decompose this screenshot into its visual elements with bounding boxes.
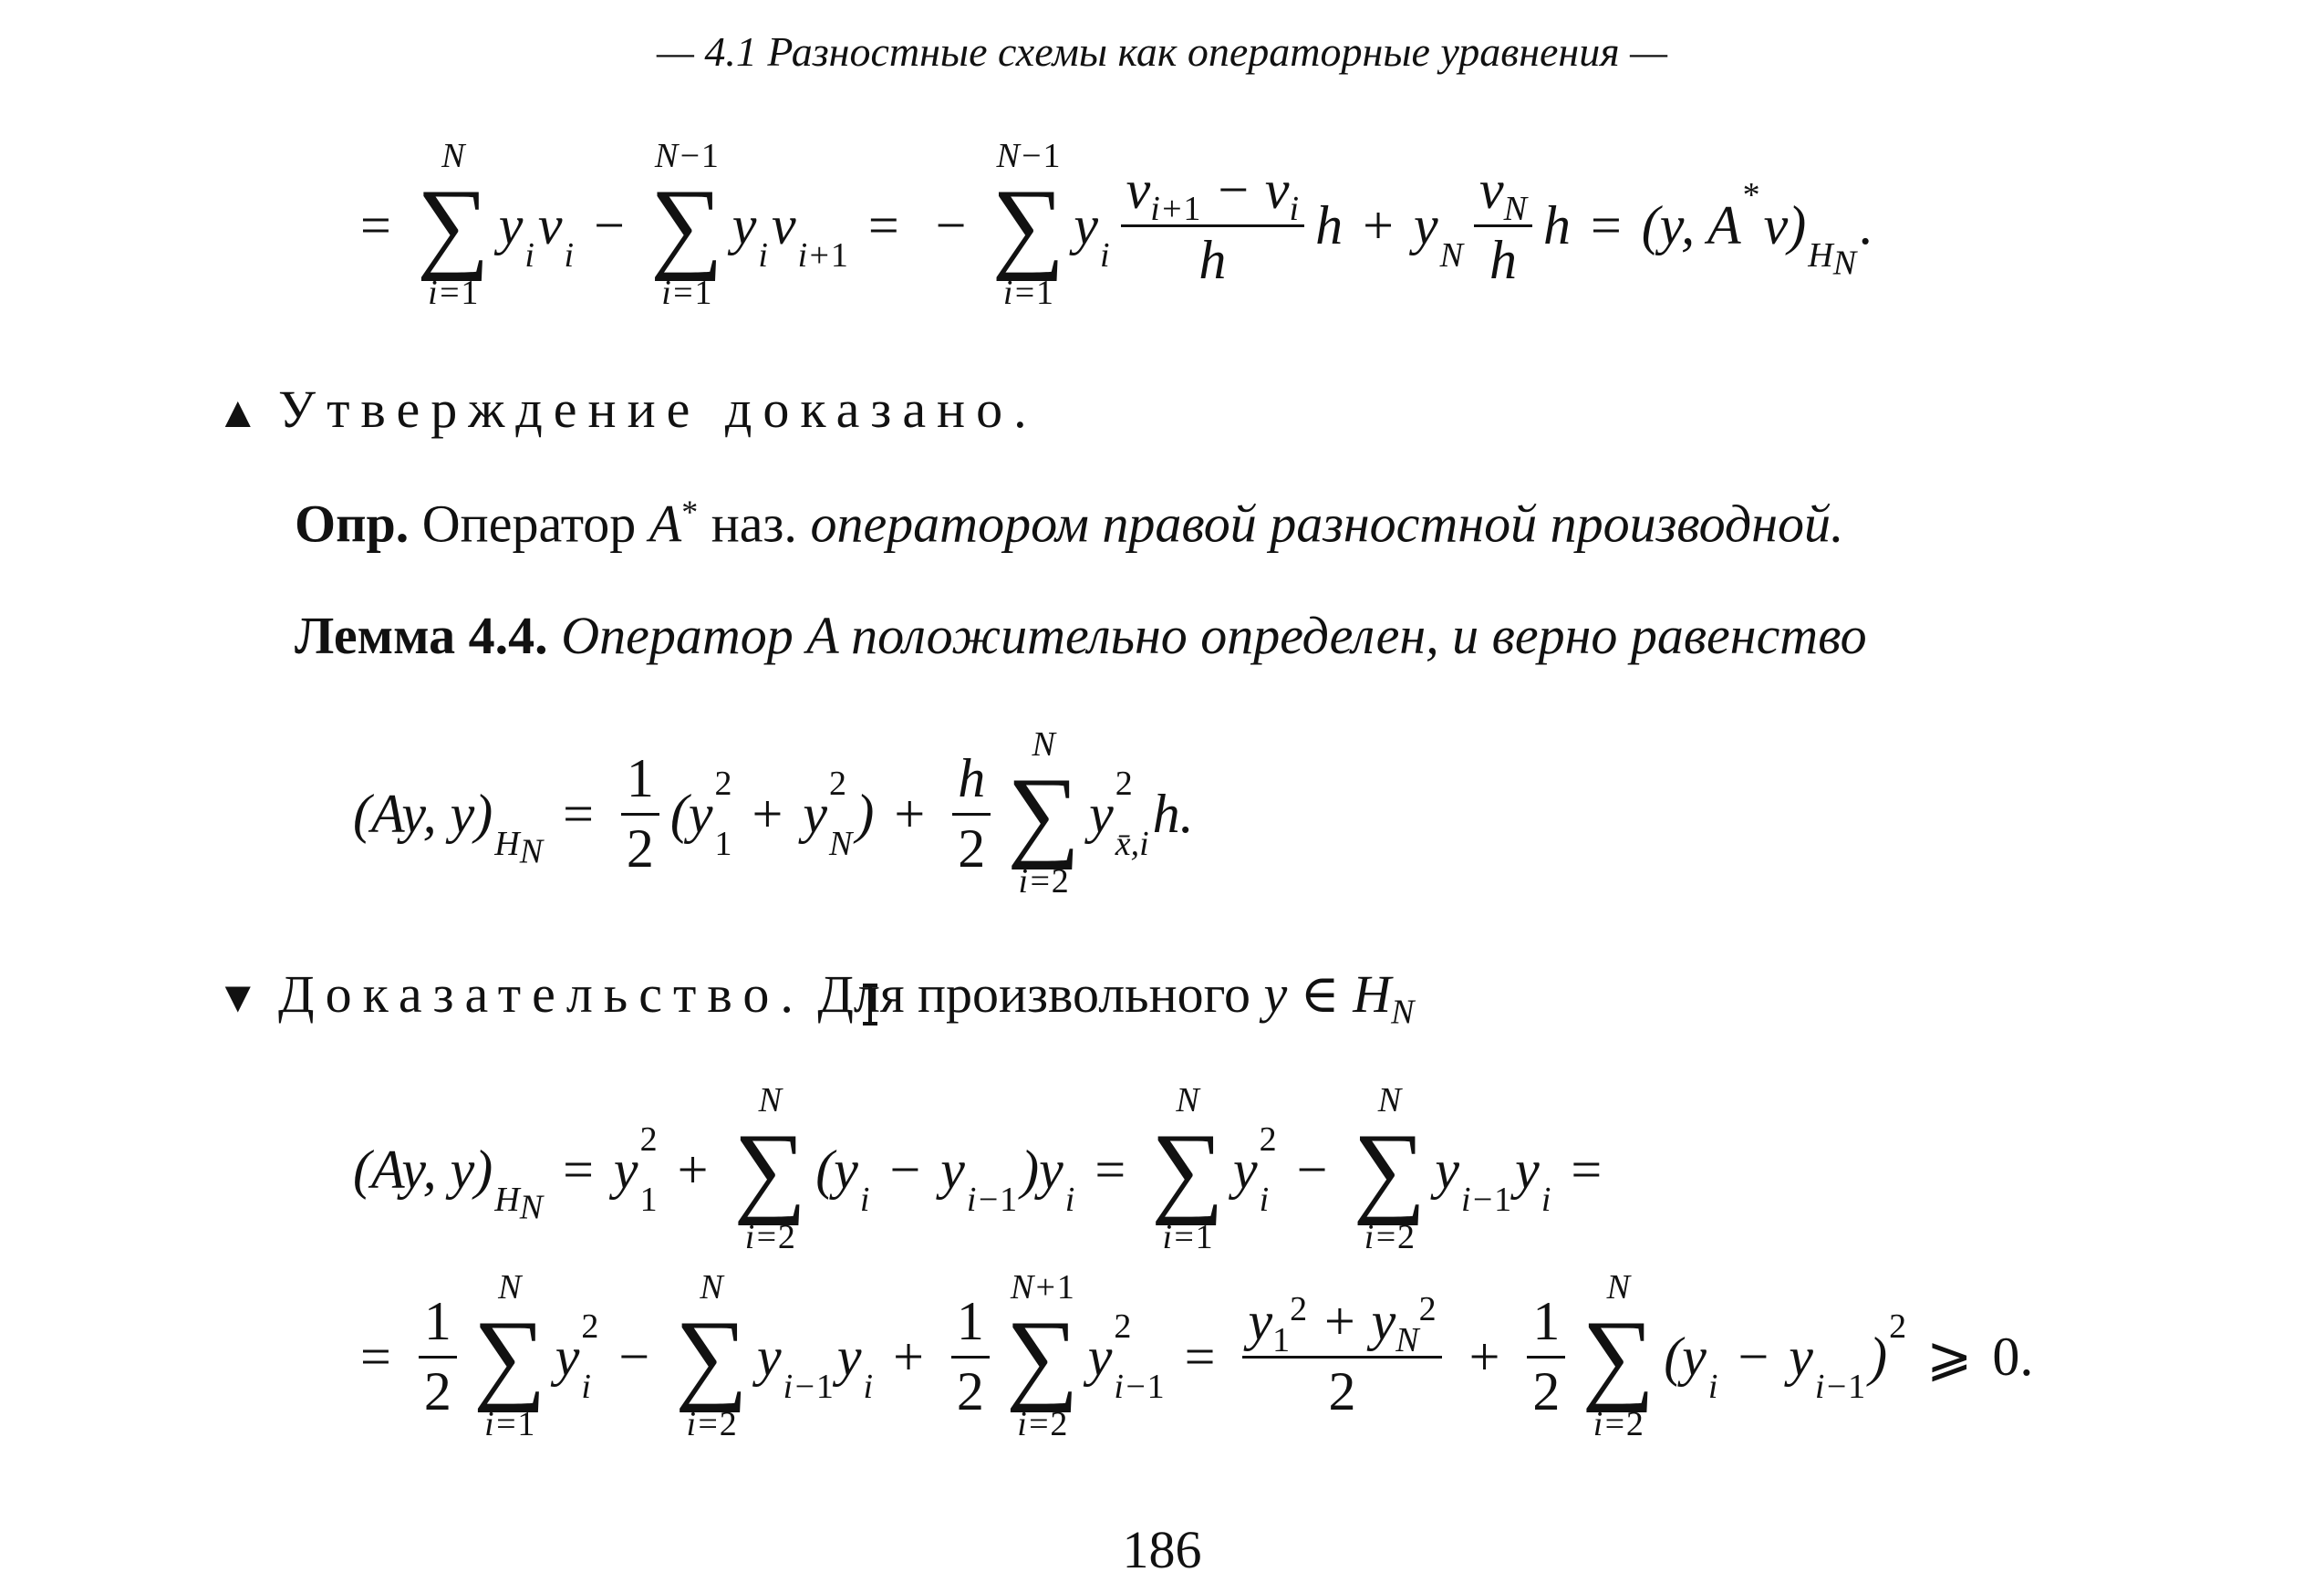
math-term: y 2 i [1233, 1119, 1277, 1219]
proof-end-text: Утверждение доказано. [278, 380, 1038, 439]
fraction-denominator: h [1198, 230, 1227, 291]
fraction-denominator: 2 [626, 818, 654, 880]
fraction-numerator: h [952, 751, 991, 816]
sum-symbol: ∑ [1005, 1299, 1079, 1413]
sum-operator [1006, 1268, 1079, 1445]
sum-symbol: ∑ [416, 168, 490, 282]
math-operator: − [1296, 1139, 1328, 1200]
fraction-denominator: 2 [1328, 1361, 1356, 1422]
math-term: y 2 i [555, 1307, 599, 1406]
sum-lower-limit: i=2 [744, 1218, 795, 1257]
sum-symbol: ∑ [1007, 756, 1081, 870]
math-term: (Ay, y) $H_N$ [353, 783, 544, 871]
math-term: h [1315, 194, 1344, 255]
math-operator: − [935, 194, 967, 255]
fraction-denominator: 2 [958, 818, 986, 880]
fraction [1121, 160, 1305, 291]
fraction [621, 748, 659, 880]
sum-symbol: ∑ [472, 1299, 546, 1413]
sum-upper-limit: N [758, 1081, 782, 1119]
proof-text: Для произвольного [817, 964, 1251, 1024]
sum-operator [1007, 725, 1080, 902]
math-term: v i [537, 194, 575, 275]
math-operator: − [618, 1326, 650, 1387]
fraction [952, 748, 991, 880]
text-cursor-icon [861, 984, 879, 1026]
sum-upper-limit: N [1606, 1268, 1630, 1307]
fraction-numerator: $v_N$ [1474, 162, 1532, 227]
fraction [419, 1291, 457, 1422]
math-operator: − [889, 1139, 921, 1200]
math-term: . [1860, 194, 1874, 255]
fraction-denominator: 2 [1532, 1361, 1561, 1422]
math-term: y 2 x̄,i [1089, 764, 1149, 863]
lemma-label: Лемма 4.4. [295, 606, 548, 665]
math-term: y i [1074, 194, 1110, 275]
sum-operator [1582, 1268, 1655, 1445]
sum-lower-limit: i=2 [1364, 1218, 1415, 1257]
running-header: — 4.1 Разностные схемы как операторные уравнения — [656, 28, 1668, 75]
sum-upper-limit: N [700, 1268, 723, 1307]
fraction-denominator: h [1489, 230, 1517, 291]
math-term: (y i [815, 1139, 870, 1219]
sum-operator [675, 1268, 748, 1445]
math-term: y i [1515, 1139, 1551, 1219]
sum-symbol: ∑ [1582, 1299, 1655, 1413]
math-term: y i [836, 1326, 874, 1406]
sum-lower-limit: i=2 [1017, 1405, 1068, 1444]
math-term: y N [1413, 194, 1463, 275]
math-operator: + [752, 783, 783, 844]
math-term: )y i [1021, 1139, 1075, 1219]
definition-operator: A [648, 494, 682, 554]
fraction-numerator: 1 [951, 1294, 990, 1359]
sum-symbol: ∑ [991, 168, 1065, 282]
sum-symbol: ∑ [649, 168, 723, 282]
sum-lower-limit: i=2 [1593, 1405, 1644, 1444]
math-term: y 2 i−1 [1087, 1307, 1165, 1406]
proof-math-sub: N [1391, 993, 1415, 1032]
sum-upper-limit: N [498, 1268, 522, 1307]
sum-lower-limit: i=2 [686, 1405, 737, 1444]
math-operator: = [563, 783, 594, 844]
fraction-numerator: $y_1^2 + y_N^2$ [1242, 1294, 1441, 1359]
equation-adjoint-identity [342, 137, 1875, 314]
fraction-numerator: 1 [1527, 1294, 1565, 1359]
math-operator: + [1363, 194, 1394, 255]
fraction [1527, 1291, 1565, 1422]
definition-text-before: Оператор [421, 494, 637, 554]
math-operator: ⩾ [1926, 1326, 1973, 1387]
math-term: v) $H_N$ [1763, 194, 1857, 283]
math-term: y i−1 [1435, 1139, 1512, 1219]
fraction-denominator: 2 [956, 1361, 984, 1422]
triangle-down-icon: ▼ [216, 974, 260, 1022]
math-operator: + [677, 1139, 709, 1200]
math-term: (y 2 1 [669, 764, 732, 863]
math-operator: + [1468, 1326, 1500, 1387]
fraction-denominator: 2 [423, 1361, 451, 1422]
fraction-numerator: $v_{i+1} - v_i$ [1121, 162, 1305, 227]
definition-text-middle: наз. [711, 494, 797, 554]
sum-lower-limit: i=1 [484, 1405, 535, 1444]
sum-lower-limit: i=1 [661, 274, 712, 313]
math-term: y i [498, 194, 534, 275]
math-term: (y, A * [1641, 175, 1760, 255]
math-operator: − [594, 194, 625, 255]
fraction [1242, 1290, 1441, 1422]
definition [295, 493, 1843, 554]
math-operator: − [1738, 1326, 1769, 1387]
math-term: v i+1 [771, 194, 848, 275]
sum-operator [733, 1081, 806, 1258]
math-term: y i−1 [757, 1326, 834, 1406]
triangle-up-icon: ▲ [216, 389, 271, 437]
fraction [1474, 160, 1532, 291]
sum-lower-limit: i=1 [1002, 274, 1054, 313]
equation-lemma [351, 725, 1196, 902]
fraction-numerator: 1 [419, 1294, 457, 1359]
math-operator: = [867, 194, 899, 255]
page-number: 186 [1122, 1520, 1202, 1579]
math-operator: = [1184, 1326, 1216, 1387]
sum-operator [473, 1268, 546, 1445]
math-term: 0. [1992, 1326, 2034, 1387]
math-term: y i [731, 194, 768, 275]
sum-upper-limit: N−1 [654, 137, 719, 175]
fraction [951, 1291, 990, 1422]
sum-upper-limit: N [1176, 1081, 1199, 1119]
sum-operator [1151, 1081, 1224, 1258]
math-operator: = [1095, 1139, 1126, 1200]
sum-operator [650, 137, 723, 314]
sum-lower-limit: i=1 [1162, 1218, 1213, 1257]
sum-lower-limit: i=1 [428, 274, 479, 313]
sum-symbol: ∑ [733, 1112, 807, 1226]
sum-operator [992, 137, 1065, 314]
math-term: h [1542, 194, 1571, 255]
math-operator: = [1571, 1139, 1603, 1200]
sum-symbol: ∑ [1151, 1112, 1224, 1226]
fraction-numerator: 1 [621, 751, 659, 816]
math-term: (Ay, y) $H_N$ [353, 1139, 544, 1227]
math-term: (y i [1664, 1326, 1718, 1406]
math-operator: + [894, 783, 926, 844]
proof-math: y ∈ H [1263, 964, 1392, 1024]
definition-operator-sup: * [681, 494, 699, 530]
math-term: y 2 N [803, 764, 853, 863]
proof-label: Доказательство. [278, 964, 804, 1024]
math-term: y i−1 [940, 1139, 1018, 1219]
sum-operator [417, 137, 490, 314]
math-operator: = [1590, 194, 1622, 255]
math-operator: = [360, 194, 391, 255]
sum-symbol: ∑ [675, 1299, 749, 1413]
math-operator: = [563, 1139, 594, 1200]
sum-upper-limit: N [441, 137, 465, 175]
equation-proof-line-1 [351, 1081, 1620, 1258]
math-term: h. [1152, 783, 1194, 844]
proof-start-line [216, 963, 1414, 1033]
sum-upper-limit: N [1377, 1081, 1402, 1119]
sum-upper-limit: N [1032, 725, 1055, 764]
math-operator: = [360, 1326, 391, 1387]
math-term: y i−1 [1789, 1326, 1866, 1406]
sum-symbol: ∑ [1353, 1112, 1427, 1226]
equation-proof-line-2 [342, 1268, 2035, 1445]
math-term: ) 2 [1869, 1307, 1907, 1387]
definition-label: Опр. [295, 494, 410, 554]
lemma-statement: Оператор A положительно определен, и верно равенство [561, 606, 1867, 665]
proof-end-line [216, 379, 1038, 440]
math-term: ) [856, 783, 875, 844]
math-term: y 2 1 [613, 1119, 658, 1219]
sum-lower-limit: i=2 [1018, 862, 1069, 901]
sum-upper-limit: N+1 [1010, 1268, 1074, 1307]
sum-upper-limit: N−1 [996, 137, 1061, 175]
sum-operator [1353, 1081, 1426, 1258]
definition-term: оператором правой разностной производной. [810, 494, 1844, 554]
math-operator: + [893, 1326, 924, 1387]
lemma [295, 605, 1867, 666]
